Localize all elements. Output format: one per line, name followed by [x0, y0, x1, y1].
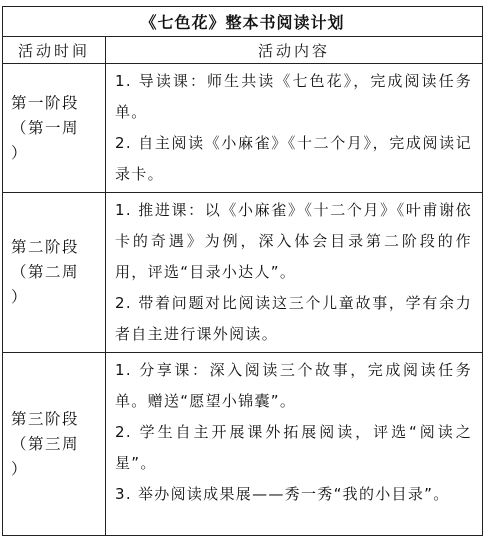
- stage-cell: [3, 353, 106, 536]
- stage-label: 第二阶段: [11, 238, 80, 256]
- stage-period: （第三周: [11, 434, 80, 453]
- table-row-stage-2: [3, 193, 483, 353]
- reading-plan-table: [2, 6, 483, 536]
- activity-item: 1. 导读课：师生共读《七色花》，完成阅读任务单。: [115, 72, 472, 121]
- table-row-stage-1: [3, 64, 483, 193]
- header-time: 活动时间: [3, 37, 106, 64]
- stage-cell: [3, 193, 106, 353]
- table-row-stage-3: [3, 353, 483, 536]
- content-cell: [106, 193, 483, 353]
- stage-period: （第一周: [11, 118, 80, 137]
- activity-item: 3. 举办阅读成果展——秀一秀“我的小目录”。: [115, 485, 450, 503]
- header-content: 活动内容: [106, 37, 483, 64]
- activity-item: 1. 推进课：以《小麻雀》《十二个月》《叶甫谢依卡的奇遇》为例，深入体会目录第二阶段的作用，评选“目录小达人”。: [115, 201, 472, 281]
- stage-cell: [3, 64, 106, 193]
- stage-period: （第二周: [11, 263, 80, 281]
- activity-item: 2. 自主阅读《小麻雀》《十二个月》，完成阅读记录卡。: [115, 134, 472, 183]
- content-cell: [106, 64, 483, 193]
- stage-label: 第一阶段: [11, 93, 80, 112]
- stage-period-close: ）: [11, 459, 29, 478]
- activity-item: 1. 分享课：深入阅读三个故事，完成阅读任务单。赠送“愿望小锦囊”。: [115, 361, 472, 410]
- content-cell: [106, 353, 483, 536]
- stage-label: 第三阶段: [11, 409, 80, 428]
- activity-item: 2. 学生自主开展课外拓展阅读，评选“阅读之星”。: [115, 423, 472, 472]
- activity-item: 2. 带着问题对比阅读这三个儿童故事，学有余力者自主进行课外阅读。: [115, 294, 472, 343]
- title-row: [3, 7, 483, 37]
- stage-period-close: ）: [11, 288, 29, 306]
- table-title: 《七色花》整本书阅读计划: [3, 7, 483, 37]
- header-row: [3, 37, 483, 64]
- stage-period-close: ）: [11, 143, 29, 162]
